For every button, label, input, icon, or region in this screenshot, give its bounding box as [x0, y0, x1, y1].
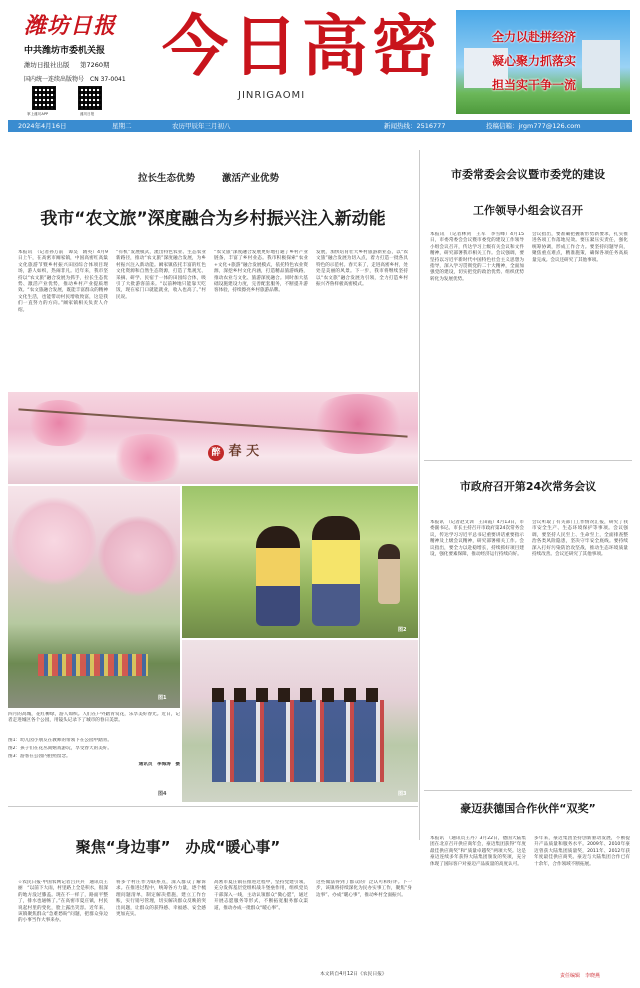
- hotline: 新闻热线：2516777: [384, 122, 446, 130]
- fig-label-2: 图2: [398, 627, 407, 633]
- photo-caption-box: [8, 712, 180, 802]
- bottom-headline: 聚焦“身边事” 办成“暖心事”: [75, 838, 281, 856]
- girl-figure: [312, 516, 360, 626]
- section-rule: [424, 460, 632, 461]
- title-char-1: 春: [228, 444, 242, 459]
- photo-caption-fig1: 图1：幼儿园小朋友在教师的带领下在公园中踏青。: [8, 738, 112, 743]
- editor-credit: [560, 972, 600, 979]
- student-heads: [212, 688, 384, 702]
- banner-building: [582, 40, 620, 88]
- editor-credit-text: 责任编辑 李晓燕: [560, 973, 601, 979]
- date: 2024年4月16日: [18, 122, 67, 130]
- photo-fig1-park-trees: [8, 486, 180, 708]
- fig-label-1: 图1: [158, 695, 167, 701]
- paper-name: 潍坊日报: [24, 13, 117, 39]
- party-meeting-headline: 市委常委会会议暨市委党的建设: [451, 168, 605, 181]
- bottom-col-2: 将多个村庄作为联系点，深入群众了解诉求。在推进过程中，统筹各方力量，逐个梳理问题清单，制定解决措施，建立工作台账，实行销号管理，切实解决群众反映的突出问题，让群众的获得感、幸福感、安全感更加充实。: [116, 880, 206, 918]
- issue-no: 第7260期: [80, 61, 110, 69]
- bottom-col-3: 高密市夏庄镇在推进过程中，坚持党建引领，充分发挥基层党组织战斗堡垒作用，组织党员干部深入一线，主动认领群众“微心愿”，通过开展志愿服务等形式，不断拓宽服务群众渠道，推动办成一批群众“暖心事”。: [214, 880, 308, 911]
- gov-meeting-body-1: 本报讯 （记者赵文训 王田霞）4月13日，市委副书记、市长主持召开市政府第24次常务会议，传达学习习近平总书记重要讲话重要指示精神及上级会议精神，研究部署相关工作。会议指出，要全力以赴稳增长，持续抓好项目建设，强化要素保障，推动经济运行持续向好。: [430, 520, 524, 558]
- photo-caption: 四月的高城，花红柳绿，游人如织。人们在户外踏青赏花，乐享美好春光。近日，记者走进城区各个公园，用镜头记录下了城市的春日美景。: [8, 712, 180, 724]
- spring-banner-photo: [8, 392, 418, 484]
- lead-headline: 我市“农文旅”深度融合为乡村振兴注入新动能: [40, 209, 386, 229]
- banner-line-3: 担当实干争一流: [492, 78, 577, 92]
- email: 投稿信箱：jrgm777@126.com: [486, 122, 581, 130]
- column-rule: [419, 150, 420, 840]
- photo-fig2-girls: [182, 486, 418, 638]
- qr-code-paper[interactable]: [78, 86, 102, 110]
- children-group: [38, 654, 148, 676]
- student-row: [212, 700, 384, 782]
- party-meeting-subhead: 工作领导小组会议召开: [473, 204, 583, 217]
- gov-meeting-headline: 市政府召开第24次常务会议: [459, 480, 597, 493]
- blossom-cluster: [308, 394, 408, 454]
- haomai-body-1: 本报讯 （通讯员王丹）3月22日，德国大陆集团在北京召开供应商年会，豪迈集团获得“年度最佳供应商奖”和“质量卓越奖”两项大奖。这是豪迈连续多年获得大陆集团颁发的奖项，充分体现了国际客户对豪迈产品质量的高度认可。: [430, 836, 526, 867]
- blossom-cluster: [108, 434, 188, 482]
- photo-caption-fig2: 图2：孩子们在花丛间嬉戏游玩，享受春天的美好。: [8, 746, 112, 751]
- qr1-label: 掌上潍坊APP: [27, 112, 49, 116]
- tree-canopy: [98, 516, 178, 596]
- lunar-date: 农历甲辰年三月初八: [172, 122, 231, 130]
- section-pinyin: JINRIGAOMI: [238, 90, 306, 101]
- photo-fig3-students: [182, 640, 418, 802]
- lead-col-1: 本报讯 （记者孙万前 谭昊 隋英）4月9日上午，在高密市阚家镇，中国高密红高粱文化旅游节暨乡村振兴田园综合体项目现场，游人如织，热闹非凡。近年来，我市坚持以“农文旅”融合发展为抓手，拉长生态优势、激活产业优势，推动乡村产业提质增效。“农文旅融合发展，既能丰富群众的精神文化生活，也能带动村民增收致富，这是我们一直努力的方向。”阚家镇相关负责人介绍。: [18, 250, 108, 313]
- spring-title: [208, 440, 259, 461]
- section-title: 今日高密: [162, 7, 442, 85]
- bystander-figure: [378, 544, 400, 604]
- lead-kicker-left: 拉长生态优势: [138, 173, 196, 184]
- lead-col-2: “有机”发展模式，流出特色农业、生态农业新路径，推动“农文旅”深度融合发展，为乡村振兴注入新动能。阚家镇依托丰富的红色文化资源和自然生态资源，打造了集观光、采摘、研学、民宿于一体的田园综合体，吸引了大批游客前来。“以前种地只能靠天吃饭，现在家门口就能就业，收入也高了。”村民说。: [116, 250, 206, 300]
- title-prefix-seal: 醉: [208, 445, 224, 461]
- qr2-label: 潍坊日报: [80, 112, 95, 116]
- lead-col-3: “农文旅”深度融合发展更好地打通了乡村产业链条，丰富了乡村业态。我市积极探索“农业+文化+旅游”融合发展模式，依托特色农业资源，深挖乡村文化内涵，打造精品旅游线路，推动农业与文化、旅游深度融合。同时加大基础设施建设力度，完善配套服务，不断提升游客体验，持续擦亮乡村旅游品牌。: [214, 250, 308, 294]
- fig-label-3: 图3: [398, 791, 407, 797]
- title-char-2: 天: [246, 444, 260, 459]
- banner-line-2: 凝心聚力抓落实: [492, 54, 577, 68]
- cn-line: 国内统一连续出版物号 CN 37-0041: [24, 76, 126, 83]
- blossom-cluster: [24, 400, 94, 446]
- haomai-body-2: 多年来，豪迈集团坚持创新驱动发展，不断提升产品质量和服务水平。2009年、2010年豪迈曾获大陆集团质量奖，2011年、2012年获年度最佳供应商奖。豪迈与大陆集团合作已有十余年，合作领域不断拓展。: [534, 836, 630, 867]
- section-rule: [8, 806, 418, 807]
- qr-code-app[interactable]: [32, 86, 56, 110]
- publisher: 潍坊日报社出版: [24, 61, 70, 69]
- weekday: 星期二: [112, 122, 132, 130]
- photo-credit: 通讯员 李海涛 摄: [138, 762, 180, 767]
- fig-label-4: 图4: [158, 791, 167, 797]
- lead-col-4: 发展，加快培育壮大乡村旅游新业态，以“农文旅”融合发展为切入点，着力打造一批各具特色的示范村。春天来了，走进高密乡村，处处是美丽的风景。下一步，我市将继续坚持以“农文旅”融合发展为引领，全力打造乡村振兴齐鲁样板高密模式。: [316, 250, 408, 288]
- lead-kicker-right: 激活产业优势: [222, 173, 280, 184]
- haomai-headline: 豪迈获德国合作伙伴“双奖”: [460, 802, 596, 815]
- girl-figure: [256, 526, 300, 626]
- masthead: [0, 0, 640, 120]
- slogan-banner: [456, 10, 630, 114]
- photo-caption-fig3: 图3：游客在公园内拍照留念。: [8, 754, 71, 759]
- party-meeting-body-2: 会议指出，要准确把握新形势新要求，扎实推进各项工作落地见效。要压紧压实责任，强化统筹协调，形成工作合力。要坚持问题导向，聚焦重点难点，精准施策，确保各项任务高质量完成。会议还研究了其他事项。: [532, 232, 628, 263]
- gov-meeting-body-2: 会议听取了有关部门工作情况汇报，研究了我市安全生产、生态环境保护等事项。会议强调，要坚持人民至上、生命至上，全面排查整治各类风险隐患，坚决守牢安全底线。要持续深入打好污染防治攻坚战，推动生态环境质量持续改善。会议还研究了其他事项。: [532, 520, 628, 558]
- dateline-bar: [8, 120, 632, 132]
- org-line: 中共潍坊市委机关报: [24, 46, 106, 56]
- section-rule: [424, 790, 632, 791]
- bottom-col-4: 这些做法得到了群众的广泛认可和好评。下一步，该镇将持续深化为民办实事工作，聚焦“身边事”、办成“暖心事”，推动乡村全面振兴。: [316, 880, 412, 898]
- bottom-source: 本文转自4月12日《农民日报》: [320, 972, 387, 977]
- tree-canopy: [12, 496, 96, 586]
- banner-line-1: 全力以赴拼经济: [492, 30, 577, 44]
- party-meeting-body-1: 本报讯 （记者林剑 王军 李雪峰）4月15日，市委常委会会议暨市委党的建设工作领导小组会议召开，传达学习上级有关会议和文件精神，研究部署我市相关工作。会议强调，要坚持以习近平新时代中国特色社会主义思想为指导，深入学习贯彻党的二十大精神，全面加强党的建设，切实把党的政治优势、组织优势转化为发展优势。: [430, 232, 524, 282]
- bottom-col-1: ☆农民日报·中国农网记者吕兵兵 通讯员王丽 “以前下大雨，村里路上全是积水，很深的地方没过膝盖。现在不一样了，路面平整了，排水也通畅了。”在高密市夏庄镇，村民说起村里的变化，脸上露出笑容。近年来，该镇聚焦群众“急难愁盼”问题，把群众身边的小事当作大事来办。: [18, 880, 108, 924]
